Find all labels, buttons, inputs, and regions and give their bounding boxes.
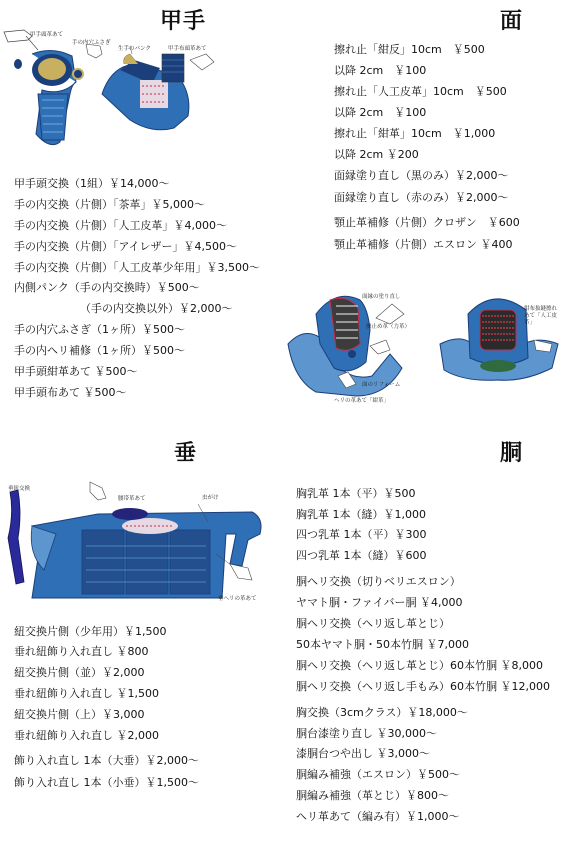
list-item: 擦れ止「紺反」10cm ￥500 <box>334 43 485 56</box>
list-item: 飾り入れ直し 1本（大垂）￥2,000～ <box>14 754 199 767</box>
list-item: 以降 2cm ￥100 <box>334 106 427 119</box>
men-illustration-right <box>434 288 564 388</box>
list-item: 胴編み補強（革とじ）￥800～ <box>296 789 449 802</box>
list-item: 四つ乳革 1本（平）￥300 <box>296 528 427 541</box>
list-item: 胴ヘリ交換（ヘリ返し革とじ）60本竹胴 ￥8,000 <box>296 659 543 672</box>
list-item: 胴編み補強（エスロン）￥500～ <box>296 768 460 781</box>
list-item: （手の内交換以外）￥2,000～ <box>80 302 233 315</box>
list-item: 手の内交換（片側）「人工皮革」￥4,000～ <box>14 219 227 232</box>
men-label-reform: 面のリフォーム <box>362 382 401 388</box>
tare-label-insect: 虫がけ <box>202 495 219 501</box>
tare-label-cord: 垂紐交換 <box>8 486 31 492</box>
list-item: 胴ヘリ交換（ヘリ返し革とじ） <box>296 617 450 630</box>
do-title: 胴 <box>500 441 524 466</box>
list-item: 飾り入れ直し 1本（小垂）￥1,500～ <box>14 776 199 789</box>
list-item: 内側パンク（手の内交換時）￥500～ <box>14 281 200 294</box>
kote-label-cloth-head: 甲手布頭革あて <box>168 46 207 52</box>
do-price-list <box>296 486 570 826</box>
men-title: 面 <box>500 9 524 34</box>
tare-title: 垂 <box>174 441 198 466</box>
list-item: 擦れ止「人工皮革」10cm ￥500 <box>334 85 507 98</box>
list-item: 漆胴台つや出し ￥3,000～ <box>296 747 430 760</box>
list-item: 垂れ紐飾り入れ直し ￥2,000 <box>14 729 159 742</box>
list-item: 顎止革補修（片側）エスロン ￥400 <box>334 238 513 251</box>
list-item: 紐交換片側（少年用）￥1,500 <box>14 625 167 638</box>
list-item: 以降 2cm ￥100 <box>334 64 427 77</box>
men-illustration-left <box>286 284 426 404</box>
list-item: 紐交換片側（並）￥2,000 <box>14 666 145 679</box>
kote-label-puncture: 生手のパンク <box>118 46 151 52</box>
kote-label-head-leather: 甲手頭革あて <box>30 32 64 38</box>
list-item: 甲手頭布あて ￥500～ <box>14 386 127 399</box>
list-item: 胸交換（3cmクラス）￥18,000～ <box>296 706 468 719</box>
list-item: 面縁塗り直し（黒のみ）￥2,000～ <box>334 169 509 182</box>
kote-label-palm-hole: 手の内穴ふさぎ <box>72 40 111 46</box>
men-label-chin-leather: 擦止め革（力革） <box>366 324 411 330</box>
men-label-rim-paint: 面縁の塗り直し <box>362 294 401 300</box>
list-item: 手の内交換（片側）「人工皮革少年用」￥3,500～ <box>14 261 260 274</box>
list-item: 手の内交換（片側）「茶革」￥5,000～ <box>14 198 205 211</box>
list-item: 四つ乳革 1本（縫）￥600 <box>296 549 427 562</box>
list-item: 擦れ止「紺革」10cm ￥1,000 <box>334 127 496 140</box>
list-item: 甲手頭紺革あて ￥500～ <box>14 365 138 378</box>
list-item: 面縁塗り直し（赤のみ）￥2,000～ <box>334 191 509 204</box>
list-item: 胴ヘリ交換（ヘリ返し手もみ）60本竹胴 ￥12,000 <box>296 680 550 693</box>
list-item: 紐交換片側（上）￥3,000 <box>14 708 145 721</box>
kote-title: 甲手 <box>160 9 207 34</box>
men-price-list <box>334 42 570 256</box>
list-item: ヤマト胴・ファイバー胴 ￥4,000 <box>296 596 463 609</box>
list-item: 胴台漆塗り直し ￥30,000～ <box>296 727 437 740</box>
list-item: 手の内穴ふさぎ（1ヶ所）￥500～ <box>14 323 185 336</box>
men-label-edge-leather: ヘリの革あて「紺革」 <box>334 398 390 404</box>
list-item: 顎止革補修（片側）クロザン ￥600 <box>334 216 520 229</box>
tare-label-waist: 腰帯革あて <box>118 496 146 502</box>
list-item: 胸乳革 1本（縫）￥1,000 <box>296 508 426 521</box>
list-item: 50本ヤマト胴・50本竹胴 ￥7,000 <box>296 638 469 651</box>
list-item: 胴ヘリ交換（切りベリエスロン） <box>296 575 461 588</box>
list-item: 甲手頭交換（1組）￥14,000～ <box>14 177 170 190</box>
list-item: 胸乳革 1本（平）￥500 <box>296 487 416 500</box>
tare-label-edge: 垂ヘリの革あて <box>218 596 257 602</box>
tare-price-list <box>14 624 274 794</box>
list-item: 以降 2cm ￥200 <box>334 148 419 161</box>
list-item: ヘリ革あて（編み有）￥1,000～ <box>296 810 460 823</box>
list-item: 手の内交換（片側）「アイレザー」￥4,500～ <box>14 240 237 253</box>
list-item: 垂れ紐飾り入れ直し ￥1,500 <box>14 687 159 700</box>
men-label-inner-patch: 紺布抜縫擦れあて「人工皮革」 <box>524 306 558 327</box>
kote-price-list <box>14 172 314 402</box>
list-item: 手の内ヘリ補修（1ヶ所）￥500～ <box>14 344 185 357</box>
list-item: 垂れ紐飾り入れ直し ￥800 <box>14 645 149 658</box>
